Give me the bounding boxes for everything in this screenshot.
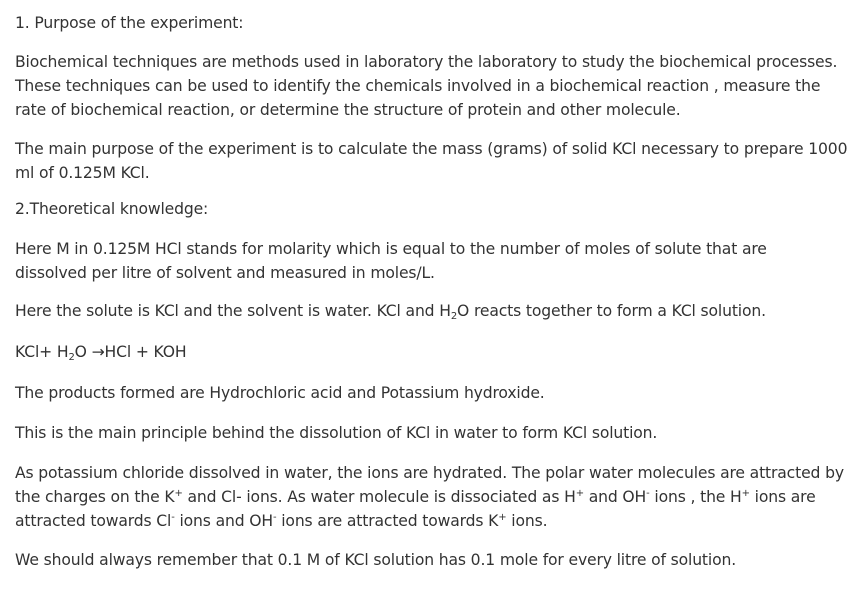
text-line: ml of 0.125M KCl.	[15, 164, 150, 182]
superscript: -	[171, 512, 175, 523]
text-span: ions are attracted towards K	[276, 512, 499, 530]
text-span: KCl+ H	[15, 343, 69, 361]
paragraph-main-purpose	[15, 137, 848, 185]
paragraph-solute	[15, 299, 848, 323]
text-span: ions.	[506, 512, 548, 530]
text-line: dissolved per litre of solvent and measured in moles/L.	[15, 264, 435, 282]
text-line: rate of biochemical reaction, or determine the structure of protein and other molecule.	[15, 101, 681, 119]
text-span: attracted towards Cl	[15, 512, 172, 530]
paragraph-principle: This is the main principle behind the dissolution of KCl in water to form KCl solution.	[15, 424, 658, 442]
subscript: 2	[450, 311, 458, 322]
text-span: ions are	[749, 488, 816, 506]
chemical-equation	[15, 340, 848, 364]
paragraph-products: The products formed are Hydrochloric acid and Potassium hydroxide.	[15, 384, 545, 402]
paragraph-ions	[15, 461, 848, 533]
paragraph-biochemical-techniques	[15, 50, 848, 122]
superscript: +	[174, 488, 183, 499]
text-span: Here the solute is KCl and the solvent is water. KCl and H	[15, 302, 451, 320]
subscript: 2	[68, 352, 75, 363]
text-span: the charges on the K	[15, 488, 175, 506]
superscript: -	[646, 488, 650, 499]
superscript: +	[498, 512, 507, 523]
text-line: As potassium chloride dissolved in water, the ions are hydrated. The polar water molecules are attracted by	[15, 464, 844, 482]
text-span: O →HCl + KOH	[74, 343, 187, 361]
superscript: +	[575, 488, 584, 499]
heading-purpose: 1. Purpose of the experiment:	[15, 14, 244, 32]
text-span: O reacts together to form a KCl solution.	[457, 302, 766, 320]
paragraph-molarity	[15, 237, 848, 285]
superscript: +	[741, 488, 750, 499]
text-line: Here M in 0.125M HCl stands for molarity which is equal to the number of moles of solute that are	[15, 240, 767, 258]
text-line: The main purpose of the experiment is to calculate the mass (grams) of solid KCl necessary to prepare 1000	[15, 140, 848, 158]
text-line: Biochemical techniques are methods used in laboratory the laboratory to study the biochemical processes.	[15, 53, 838, 71]
text-span: and OH	[583, 488, 647, 506]
text-span: and Cl- ions. As water molecule is dissociated as H	[182, 488, 576, 506]
text-span: ions and OH	[174, 512, 273, 530]
text-line: These techniques can be used to identify the chemicals involved in a biochemical reaction , measure the	[15, 77, 821, 95]
superscript: -	[272, 512, 277, 523]
heading-theoretical-knowledge: 2.Theoretical knowledge:	[15, 200, 209, 218]
text-line	[15, 485, 848, 509]
text-line	[15, 509, 848, 533]
paragraph-remember: We should always remember that 0.1 M of KCl solution has 0.1 mole for every litre of solution.	[15, 551, 737, 569]
text-span: ions , the H	[649, 488, 742, 506]
